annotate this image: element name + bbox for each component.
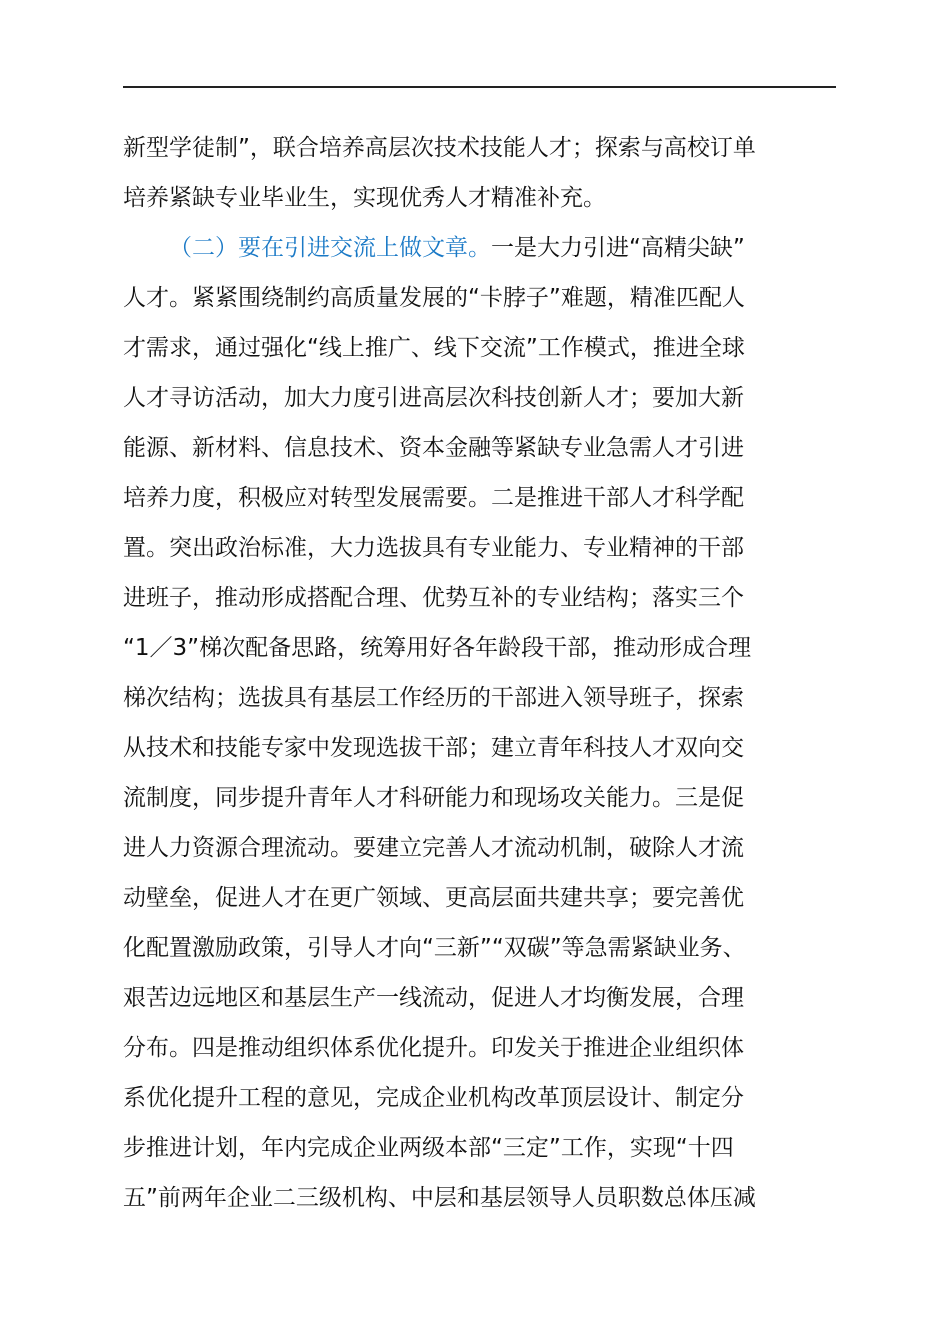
paragraph-line: 培养力度，积极应对转型发展需要。二是推进干部人才科学配 <box>123 485 744 511</box>
paragraph-line: 流制度，同步提升青年人才科研能力和现场攻关能力。三是促 <box>123 785 744 811</box>
paragraph-line: 五”前两年企业二三级机构、中层和基层领导人员职数总体压减 <box>123 1185 756 1211</box>
paragraph-line: “1／3”梯次配备思路，统筹用好各年龄段干部，推动形成合理 <box>123 635 752 661</box>
section-heading-continuation: 一是大力引进“高精尖缺” <box>491 235 745 261</box>
paragraph-line: 系优化提升工程的意见，完成企业机构改革顶层设计、制定分 <box>123 1085 744 1111</box>
paragraph-line: 分布。四是推动组织体系优化提升。印发关于推进企业组织体 <box>123 1035 744 1061</box>
paragraph-line: 进班子，推动形成搭配合理、优势互补的专业结构；落实三个 <box>123 585 744 611</box>
paragraph-line: 能源、新材料、信息技术、资本金融等紧缺专业急需人才引进 <box>123 435 744 461</box>
paragraph-line: 从技术和技能专家中发现选拔干部；建立青年科技人才双向交 <box>123 735 744 761</box>
section-heading-line <box>123 223 836 273</box>
paragraph-line: 人才。紧紧围绕制约高质量发展的“卡脖子”难题，精准匹配人 <box>123 285 745 311</box>
paragraph-line: 新型学徒制”，联合培养高层次技术技能人才；探索与高校订单 <box>123 135 756 161</box>
paragraph-line: 步推进计划，年内完成企业两级本部“三定”工作，实现“十四 <box>123 1135 734 1161</box>
paragraph-line: 置。突出政治标准，大力选拔具有专业能力、专业精神的干部 <box>123 535 744 561</box>
paragraph-line: 人才寻访活动，加大力度引进高层次科技创新人才；要加大新 <box>123 385 744 411</box>
paragraph-line: 动壁垒，促进人才在更广领域、更高层面共建共享；要完善优 <box>123 885 744 911</box>
paragraph-line: 培养紧缺专业毕业生，实现优秀人才精准补充。 <box>123 185 606 211</box>
paragraph-line: 进人力资源合理流动。要建立完善人才流动机制，破除人才流 <box>123 835 744 861</box>
paragraph-line: 艰苦边远地区和基层生产一线流动，促进人才均衡发展，合理 <box>123 985 744 1011</box>
paragraph-line: 化配置激励政策，引导人才向“三新”“双碳”等急需紧缺业务、 <box>123 935 746 961</box>
document-body <box>123 123 836 1223</box>
section-heading: （二）要在引进交流上做文章。 <box>169 235 491 261</box>
paragraph-line: 梯次结构；选拔具有基层工作经历的干部进入领导班子，探索 <box>123 685 744 711</box>
paragraph-line: 才需求，通过强化“线上推广、线下交流”工作模式，推进全球 <box>123 335 745 361</box>
header-rule <box>123 86 836 88</box>
